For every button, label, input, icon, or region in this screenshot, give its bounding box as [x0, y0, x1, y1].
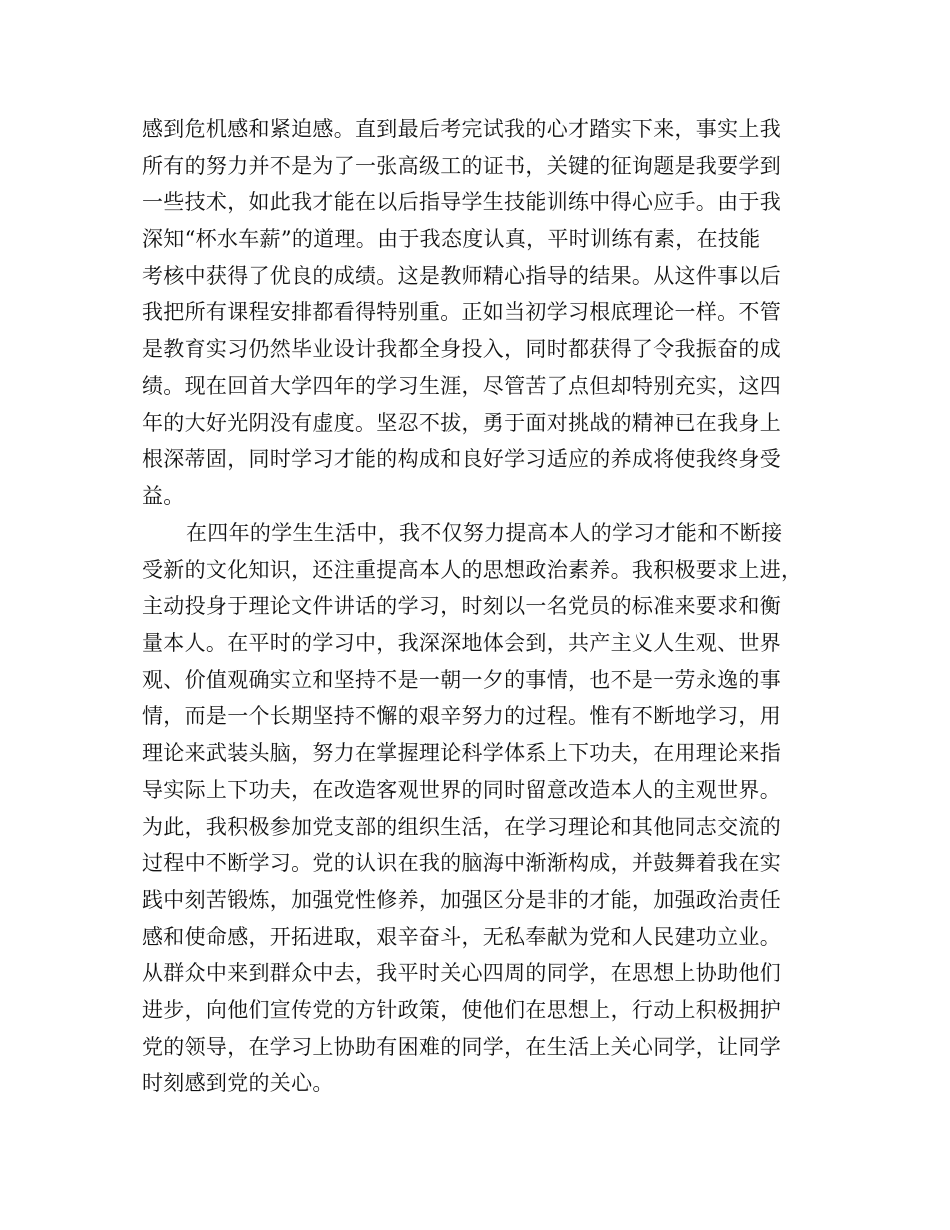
paragraph-line: 导实际上下功夫，在改造客观世界的同时留意改造本人的主观世界。 — [142, 777, 781, 802]
paragraph-line: 年的大好光阴没有虚度。坚忍不拔，勇于面对挑战的精神已在我身上 — [142, 410, 781, 435]
paragraph-line: 量本人。在平时的学习中，我深深地体会到，共产主义人生观、世界 — [142, 631, 781, 656]
paragraph-line: 理论来武装头脑，努力在掌握理论科学体系上下功夫，在用理论来指 — [142, 741, 781, 766]
paragraph-line-first-indented: 在四年的学生生活中，我不仅努力提高本人的学习才能和不断接 — [186, 521, 783, 545]
paragraph-line: 深知“杯水车薪”的道理。由于我态度认真，平时训练有素，在技能 — [142, 227, 761, 252]
paragraph-line: 考核中获得了优良的成绩。这是教师精心指导的结果。从这件事以后 — [142, 263, 781, 288]
paragraph-2 — [142, 515, 822, 1102]
paragraph-line: 进步，向他们宣传党的方针政策，使他们在思想上，行动上积极拥护 — [142, 997, 781, 1022]
paragraph-line: 是教育实习仍然毕业设计我都全身投入，同时都获得了令我振奋的成 — [142, 337, 781, 362]
paragraph-1 — [142, 111, 822, 515]
paragraph-line: 从群众中来到群众中去，我平时关心四周的同学，在思想上协助他们 — [142, 961, 781, 986]
paragraph-line: 绩。现在回首大学四年的学习生涯，尽管苦了点但却特别充实，这四 — [142, 373, 781, 398]
paragraph-line: 主动投身于理论文件讲话的学习，时刻以一名党员的标准来要求和衡 — [142, 594, 781, 619]
paragraph-line: 党的领导，在学习上协助有困难的同学，在生活上关心同学，让同学 — [142, 1034, 781, 1059]
paragraph-line: 过程中不断学习。党的认识在我的脑海中渐渐构成，并鼓舞着我在实 — [142, 851, 781, 876]
paragraph-line: 益。 — [142, 483, 185, 508]
paragraph-line: 感和使命感，开拓进取，艰辛奋斗，无私奉献为党和人民建功立业。 — [142, 924, 781, 949]
paragraph-line: 感到危机感和紧迫感。直到最后考完试我的心才踏实下来，事实上我 — [142, 117, 781, 141]
paragraph-line: 一些技术，如此我才能在以后指导学生技能训练中得心应手。由于我 — [142, 190, 781, 215]
paragraph-line: 情，而是一个长期坚持不懈的艰辛努力的过程。惟有不断地学习，用 — [142, 704, 781, 729]
paragraph-line: 所有的努力并不是为了一张高级工的证书，关键的征询题是我要学到 — [142, 153, 781, 178]
paragraph-line: 践中刻苦锻炼，加强党性修养，加强区分是非的才能，加强政治责任 — [142, 887, 781, 912]
paragraph-line: 受新的文化知识，还注重提高本人的思想政治素养。我积极要求上进， — [142, 557, 803, 582]
paragraph-line: 根深蒂固，同时学习才能的构成和良好学习适应的养成将使我终身受 — [142, 447, 781, 472]
paragraph-line: 观、价值观确实立和坚持不是一朝一夕的事情，也不是一劳永逸的事 — [142, 667, 781, 692]
paragraph-line: 时刻感到党的关心。 — [142, 1071, 334, 1096]
paragraph-line: 为此，我积极参加党支部的组织生活，在学习理论和其他同志交流的 — [142, 814, 781, 839]
paragraph-line: 我把所有课程安排都看得特别重。正如当初学习根底理论一样。不管 — [142, 300, 781, 325]
